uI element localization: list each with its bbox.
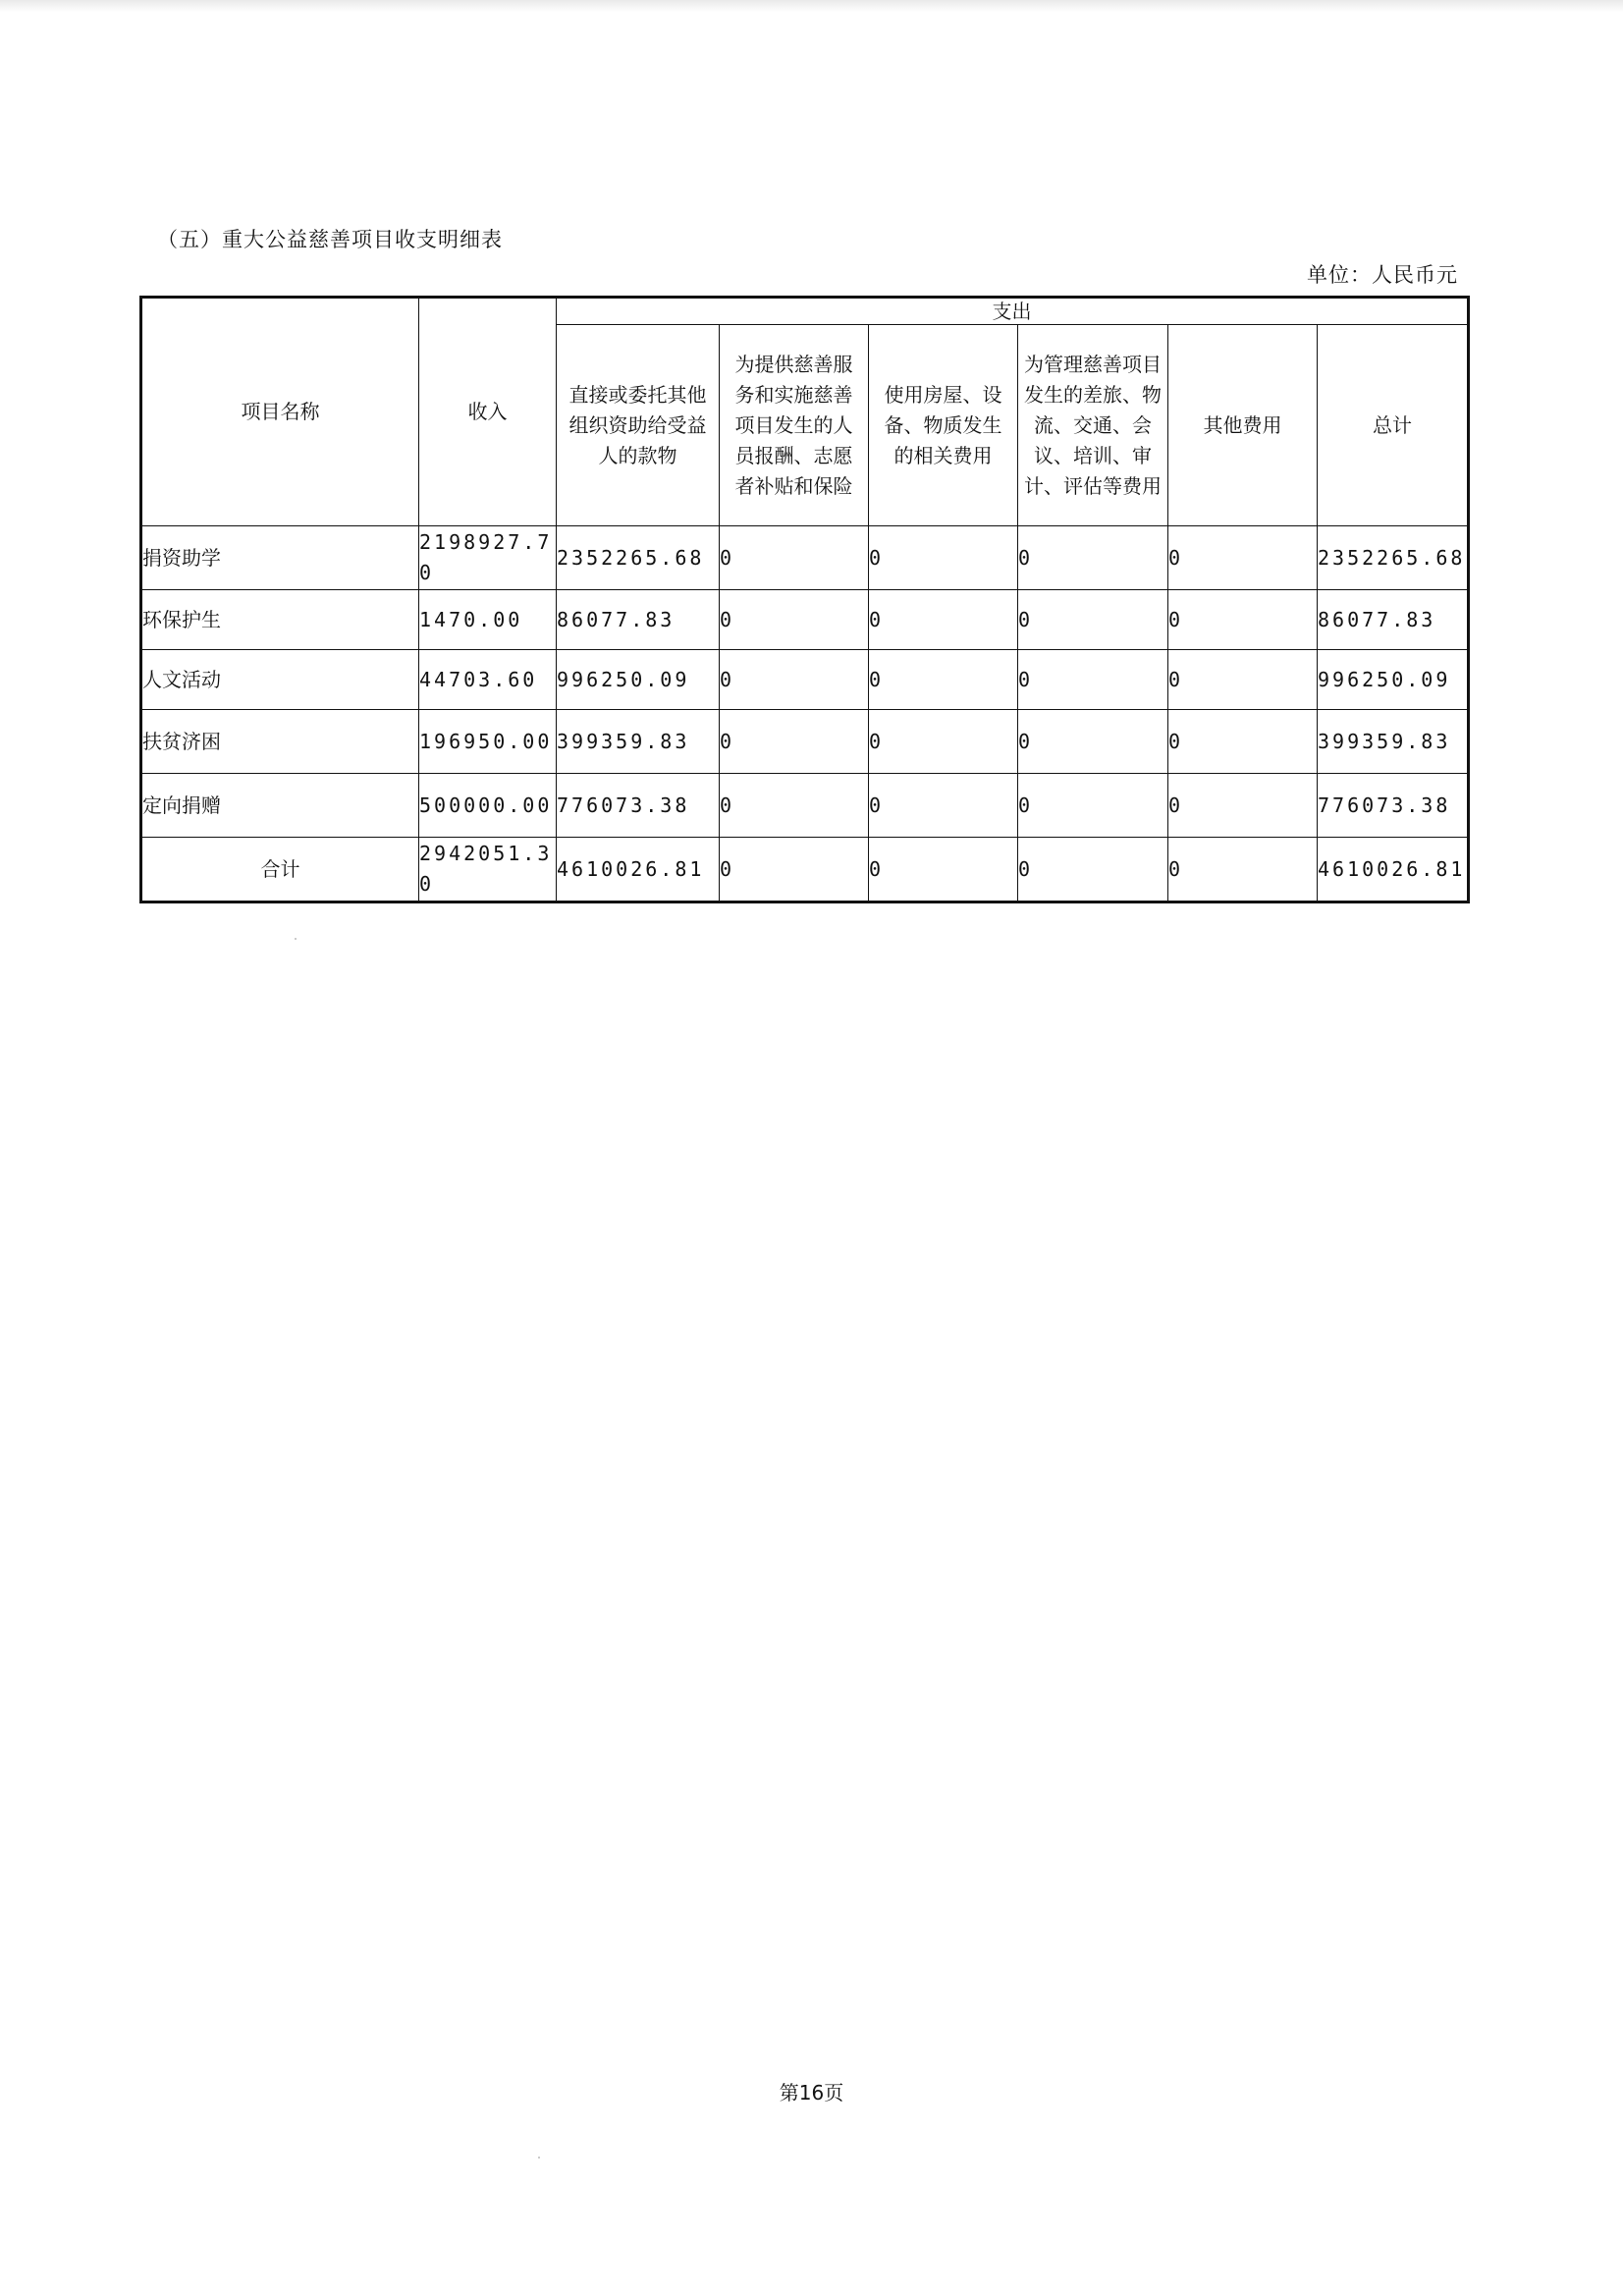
row-management-costs: 0: [1018, 774, 1168, 838]
page-number: 第16页: [779, 2081, 844, 2105]
project-detail-table: [139, 296, 1470, 903]
row-direct-funding: 399359.83: [557, 710, 720, 774]
total-total: 4610026.81: [1318, 838, 1469, 902]
row-direct-funding: 86077.83: [557, 590, 720, 650]
row-other-costs: 0: [1168, 650, 1318, 710]
row-staff-costs: 0: [720, 650, 869, 710]
table-row: [141, 710, 1469, 774]
row-total: 2352265.68: [1318, 526, 1469, 590]
row-facility-costs: 0: [869, 590, 1018, 650]
row-management-costs: 0: [1018, 710, 1168, 774]
total-other-costs: 0: [1168, 838, 1318, 902]
row-project-name: 捐资助学: [141, 526, 419, 590]
row-income: 1470.00: [419, 590, 557, 650]
row-staff-costs: 0: [720, 590, 869, 650]
total-facility-costs: 0: [869, 838, 1018, 902]
total-row: [141, 838, 1469, 902]
table-row: [141, 526, 1469, 590]
row-other-costs: 0: [1168, 526, 1318, 590]
row-income: 196950.00: [419, 710, 557, 774]
header-income: 收入: [419, 298, 557, 526]
row-direct-funding: 996250.09: [557, 650, 720, 710]
total-direct-funding: 4610026.81: [557, 838, 720, 902]
row-management-costs: 0: [1018, 526, 1168, 590]
row-other-costs: 0: [1168, 710, 1318, 774]
header-other-costs: 其他费用: [1168, 325, 1318, 526]
row-other-costs: 0: [1168, 774, 1318, 838]
total-row-label: 合计: [141, 838, 419, 902]
row-project-name: 扶贫济困: [141, 710, 419, 774]
row-project-name: 人文活动: [141, 650, 419, 710]
table-row: [141, 590, 1469, 650]
row-staff-costs: 0: [720, 526, 869, 590]
scan-speck: [295, 938, 297, 940]
row-facility-costs: 0: [869, 526, 1018, 590]
header-direct-funding: 直接或委托其他组织资助给受益人的款物: [557, 325, 720, 526]
row-total: 776073.38: [1318, 774, 1469, 838]
row-facility-costs: 0: [869, 774, 1018, 838]
row-total: 86077.83: [1318, 590, 1469, 650]
row-management-costs: 0: [1018, 650, 1168, 710]
header-management-costs: 为管理慈善项目发生的差旅、物流、交通、会议、培训、审计、评估等费用: [1018, 325, 1168, 526]
total-management-costs: 0: [1018, 838, 1168, 902]
header-staff-costs: 为提供慈善服务和实施慈善项目发生的人员报酬、志愿者补贴和保险: [720, 325, 869, 526]
row-project-name: 环保护生: [141, 590, 419, 650]
row-facility-costs: 0: [869, 650, 1018, 710]
unit-label: 单位：人民币元: [1307, 263, 1458, 287]
row-other-costs: 0: [1168, 590, 1318, 650]
row-staff-costs: 0: [720, 774, 869, 838]
row-direct-funding: 2352265.68: [557, 526, 720, 590]
table-row: [141, 650, 1469, 710]
row-staff-costs: 0: [720, 710, 869, 774]
table-row: [141, 774, 1469, 838]
row-total: 996250.09: [1318, 650, 1469, 710]
scan-edge: [0, 0, 1623, 12]
row-facility-costs: 0: [869, 710, 1018, 774]
row-income: 500000.00: [419, 774, 557, 838]
total-staff-costs: 0: [720, 838, 869, 902]
section-title: （五）重大公益慈善项目收支明细表: [157, 228, 503, 251]
row-management-costs: 0: [1018, 590, 1168, 650]
header-facility-costs: 使用房屋、设备、物质发生的相关费用: [869, 325, 1018, 526]
row-total: 399359.83: [1318, 710, 1469, 774]
row-income: 44703.60: [419, 650, 557, 710]
row-direct-funding: 776073.38: [557, 774, 720, 838]
header-expenditure: 支出: [557, 298, 1469, 325]
scan-speck: [538, 2157, 540, 2159]
total-income: 2942051.30: [419, 838, 557, 902]
header-total: 总计: [1318, 325, 1469, 526]
row-income: 2198927.70: [419, 526, 557, 590]
header-project-name: 项目名称: [141, 298, 419, 526]
row-project-name: 定向捐赠: [141, 774, 419, 838]
